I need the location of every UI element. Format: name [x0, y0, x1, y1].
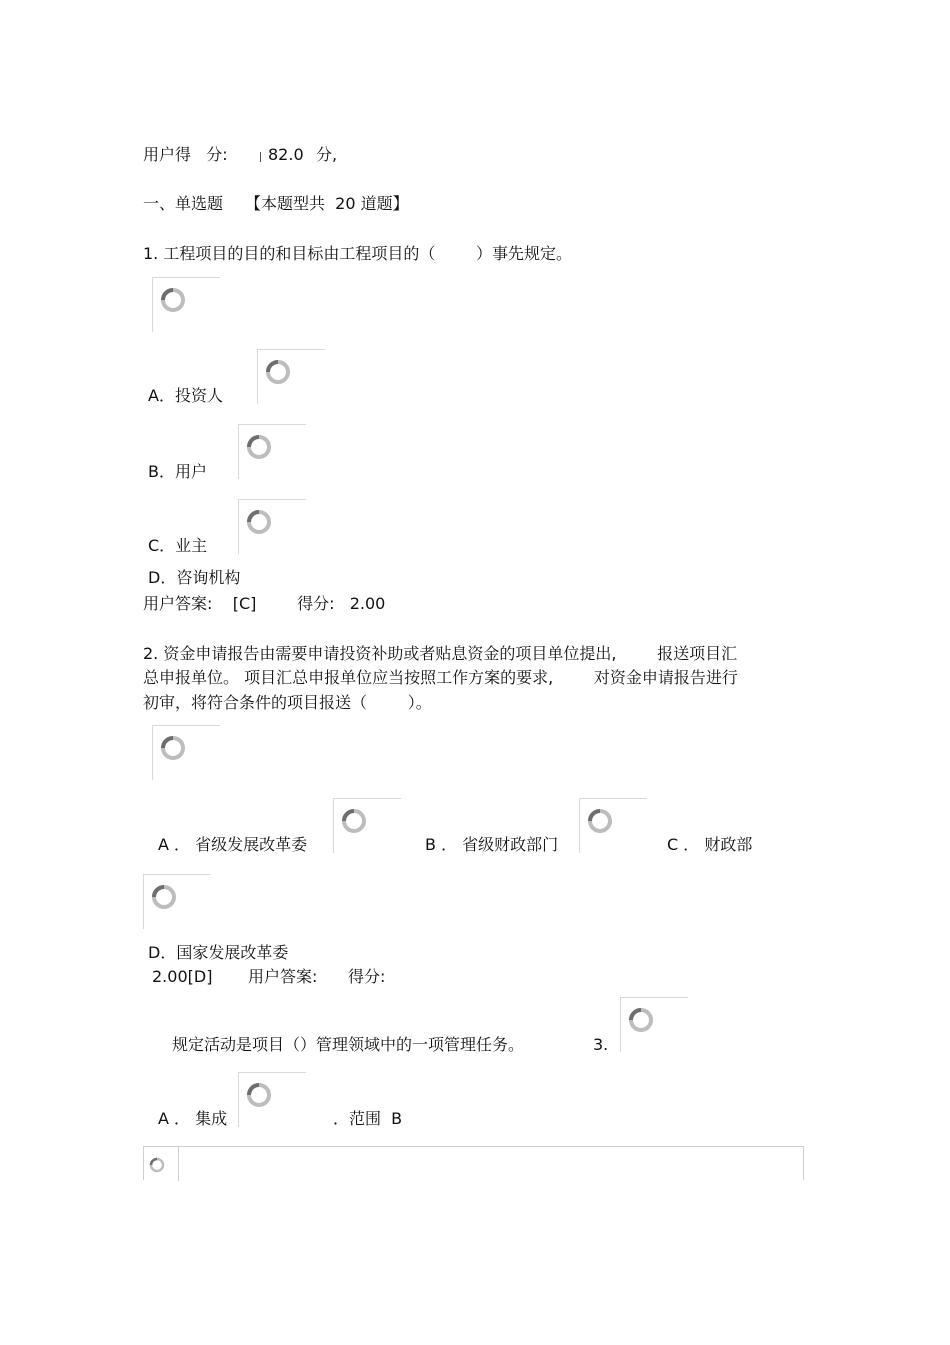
radio-option-q2-c[interactable] [143, 874, 211, 929]
question-1-stem: 1. 工程项目的目的和目标由工程项目的（ ）事先规定。 [143, 244, 573, 263]
question-3-stem: 规定活动是项目（）管理领域中的一项管理任务。 [172, 1035, 525, 1054]
section-note: 【本题型共 20 道题】 [245, 194, 409, 213]
question-2-option-d[interactable]: D．国家发展改革委 [148, 943, 289, 962]
radio-loading-icon [339, 806, 369, 836]
question-3-option-a[interactable]: A ． 集成 [158, 1109, 228, 1128]
question-2-option-b[interactable]: B ． 省级财政部门 [425, 835, 559, 854]
radio-loading-icon[interactable] [147, 1155, 167, 1175]
radio-option-q1-blank[interactable] [152, 277, 220, 332]
radio-option-q2-blank[interactable] [152, 725, 220, 780]
radio-option-q2-b[interactable] [579, 798, 647, 853]
radio-option-q1-b[interactable] [238, 424, 306, 479]
radio-option-q1-c[interactable] [238, 499, 306, 554]
radio-loading-icon [263, 357, 293, 387]
question-2-option-a[interactable]: A ． 省级发展改革委 [158, 835, 308, 854]
radio-loading-icon [626, 1005, 656, 1035]
question-2-option-c[interactable]: C ． 财政部 [667, 835, 753, 854]
radio-loading-icon [244, 1080, 274, 1110]
radio-loading-icon [244, 432, 274, 462]
radio-option-q1-a[interactable] [257, 349, 325, 404]
question-2-answer-line: 2.00[D] 用户答案: 得分: [152, 967, 386, 986]
score-label: 用户得 分: [143, 145, 228, 164]
score-divider [260, 152, 261, 162]
question-3-option-b[interactable]: ．范围 B [333, 1109, 403, 1128]
question-2-stem-line-1: 2. 资金申请报告由需要申请投资补助或者贴息资金的项目单位提出, 报送项目汇 [143, 644, 738, 663]
question-1-option-a[interactable]: A．投资人 [148, 386, 223, 405]
partial-option-frame [143, 1146, 804, 1180]
question-1-option-c[interactable]: C．业主 [148, 536, 208, 555]
radio-option-q3-a[interactable] [238, 1072, 306, 1127]
question-1-option-b[interactable]: B．用户 [148, 462, 207, 481]
question-2-stem-line-2: 总申报单位。 项目汇总申报单位应当按照工作方案的要求, 对资金申请报告进行 [143, 668, 738, 687]
radio-option-q3-blank[interactable] [620, 997, 688, 1052]
score-value: 82.0 [268, 145, 304, 164]
radio-option-q2-a[interactable] [333, 798, 401, 853]
score-unit: 分, [316, 145, 338, 164]
radio-loading-icon [158, 285, 188, 315]
question-3-number: 3. [593, 1035, 609, 1054]
radio-loading-icon [585, 806, 615, 836]
question-2-stem-line-3: 初审，将符合条件的项目报送（ ）。 [143, 693, 432, 712]
radio-loading-icon [149, 882, 179, 912]
section-title: 一、单选题 [143, 194, 224, 213]
question-1-option-d[interactable]: D．咨询机构 [148, 568, 241, 587]
frame-divider [178, 1147, 179, 1181]
radio-loading-icon [244, 507, 274, 537]
question-1-answer-line: 用户答案: [C] 得分: 2.00 [143, 594, 386, 613]
radio-loading-icon [158, 733, 188, 763]
